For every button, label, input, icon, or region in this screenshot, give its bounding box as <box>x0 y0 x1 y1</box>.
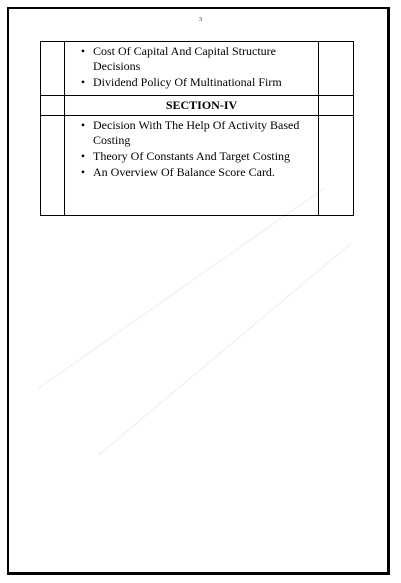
topic-text: Theory Of Constants And Target Costing <box>93 149 291 163</box>
topics-cell <box>65 42 319 96</box>
topic-list <box>65 116 318 183</box>
list-item <box>77 149 316 164</box>
bullet-icon: • <box>80 44 86 58</box>
list-item <box>77 75 316 90</box>
row-index-cell <box>41 96 65 116</box>
topic-text: Decision With The Help Of Activity Based Costing <box>93 118 300 147</box>
row-index-cell <box>41 116 65 216</box>
marks-cell <box>319 42 354 96</box>
section-cell <box>65 96 319 116</box>
marks-cell <box>319 96 354 116</box>
bullet-icon: • <box>80 118 86 132</box>
list-item <box>77 118 316 148</box>
topic-list <box>65 42 318 93</box>
section-heading: SECTION-IV <box>165 98 238 112</box>
bullet-icon: • <box>80 165 86 179</box>
bullet-icon: • <box>80 149 86 163</box>
marks-cell <box>319 116 354 216</box>
topic-text: Cost Of Capital And Capital Structure Decisions <box>93 44 276 73</box>
topic-text: Dividend Policy Of Multinational Firm <box>93 75 282 89</box>
list-item <box>77 165 316 180</box>
bullet-icon: • <box>80 75 86 89</box>
row-index-cell <box>41 42 65 96</box>
topic-text: An Overview Of Balance Score Card. <box>93 165 275 179</box>
topics-cell <box>65 116 319 216</box>
page-number: 3 <box>199 17 202 23</box>
table-row <box>41 96 354 116</box>
table-row <box>41 116 354 216</box>
syllabus-table <box>40 41 354 216</box>
list-item <box>77 44 316 74</box>
table-row <box>41 42 354 96</box>
